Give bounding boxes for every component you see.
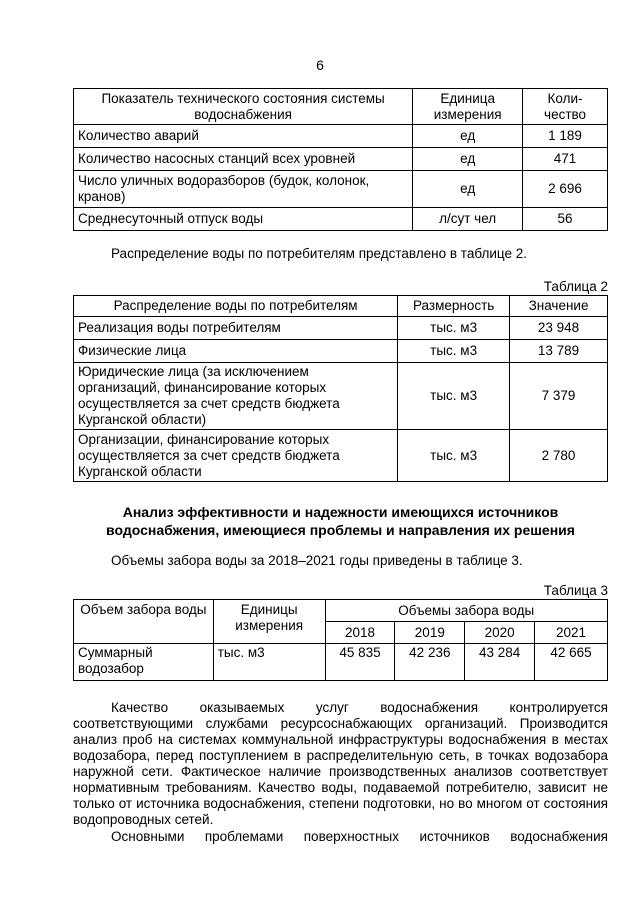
header-indicator: Показатель технического состояния системы водоснабжения <box>74 89 413 125</box>
row-unit: тыс. м3 <box>398 317 510 340</box>
row-value: 43 284 <box>465 644 535 681</box>
table-row <box>74 430 608 482</box>
row-unit: л/сут чел <box>413 208 523 231</box>
technical-state-table <box>73 88 608 231</box>
row-name: Количество аварий <box>74 125 413 148</box>
row-value: 23 948 <box>510 317 608 340</box>
table-header-row <box>74 296 608 317</box>
paragraph-problems: Основными проблемами поверхностных источников водоснабжения <box>111 829 608 844</box>
row-name: Реализация воды потребителям <box>74 317 398 340</box>
row-unit: ед <box>413 125 523 148</box>
row-name: Юридические лица (за исключением организаций, финансирование которых осуществляется за счет средств бюджета Курганской области) <box>74 363 398 430</box>
header-unit: Единица измерения <box>413 89 523 125</box>
row-value: 13 789 <box>510 340 608 363</box>
row-value: 42 236 <box>395 644 465 681</box>
row-name: Организации, финансирование которых осуществляется за счет средств бюджета Курганской области <box>74 430 398 482</box>
row-value: 2 780 <box>510 430 608 482</box>
paragraph-distribution-intro: Распределение воды по потребителям представлено в таблице 2. <box>111 246 527 261</box>
header-year: 2018 <box>325 622 395 644</box>
table-row <box>74 340 608 363</box>
table-header-row <box>74 600 608 622</box>
header-year: 2021 <box>535 622 608 644</box>
header-value: Значение <box>510 296 608 317</box>
row-value: 7 379 <box>510 363 608 430</box>
row-unit: ед <box>413 148 523 171</box>
table-row <box>74 644 608 681</box>
water-distribution-table <box>73 295 608 482</box>
row-name: Суммарный водозабор <box>74 644 214 681</box>
section-heading: Анализ эффективности и надежности имеющихся источников водоснабжения, имеющиеся проблемы и направления их решения <box>106 504 575 538</box>
paragraph-quality-control: Качество оказываемых услуг водоснабжения контролируется соответствующими службами ресурсоснабжающих организаций. Производится анализ проб на системах коммунальной инфраструктуры водоснабжения в местах водозабора, перед поступлением в распределительную сеть, в точках водозабора наружной сети. Фактическое наличие производственных анализов соответствует нормативным требованиям. Качество воды, подаваемой потребителю, зависит не только от источника водоснабжения, степени подготовки, но во многом от состояния водопроводных сетей. <box>73 700 608 827</box>
row-value: 45 835 <box>325 644 395 681</box>
water-intake-table <box>73 599 608 681</box>
row-unit: тыс. м3 <box>398 363 510 430</box>
row-value: 471 <box>523 148 608 171</box>
header-dimension: Размерность <box>398 296 510 317</box>
table-row <box>74 208 608 231</box>
table-row <box>74 125 608 148</box>
table-row <box>74 317 608 340</box>
table-row <box>74 171 608 208</box>
row-value: 56 <box>523 208 608 231</box>
header-units: Единицы измерения <box>213 600 325 644</box>
row-name: Среднесуточный отпуск воды <box>74 208 413 231</box>
paragraph-intake-intro: Объемы забора воды за 2018–2021 годы приведены в таблице 3. <box>111 553 523 568</box>
row-value: 1 189 <box>523 125 608 148</box>
page-number: 6 <box>316 57 324 73</box>
table3-caption: Таблица 3 <box>543 583 608 598</box>
header-year: 2019 <box>395 622 465 644</box>
row-name: Количество насосных станций всех уровней <box>74 148 413 171</box>
header-intake: Объем забора воды <box>74 600 214 644</box>
header-volumes-group: Объемы забора воды <box>325 600 607 622</box>
row-value: 2 696 <box>523 171 608 208</box>
row-name: Число уличных водоразборов (будок, колонок, кранов) <box>74 171 413 208</box>
row-name: Физические лица <box>74 340 398 363</box>
row-value: 42 665 <box>535 644 608 681</box>
row-unit: тыс. м3 <box>398 430 510 482</box>
table-row <box>74 363 608 430</box>
header-distribution: Распределение воды по потребителям <box>74 296 398 317</box>
table-header-row <box>74 89 608 125</box>
row-unit: ед <box>413 171 523 208</box>
table2-caption: Таблица 2 <box>543 279 608 294</box>
row-unit: тыс. м3 <box>213 644 325 681</box>
header-year: 2020 <box>465 622 535 644</box>
header-quantity: Коли- чество <box>523 89 608 125</box>
row-unit: тыс. м3 <box>398 340 510 363</box>
table-row <box>74 148 608 171</box>
